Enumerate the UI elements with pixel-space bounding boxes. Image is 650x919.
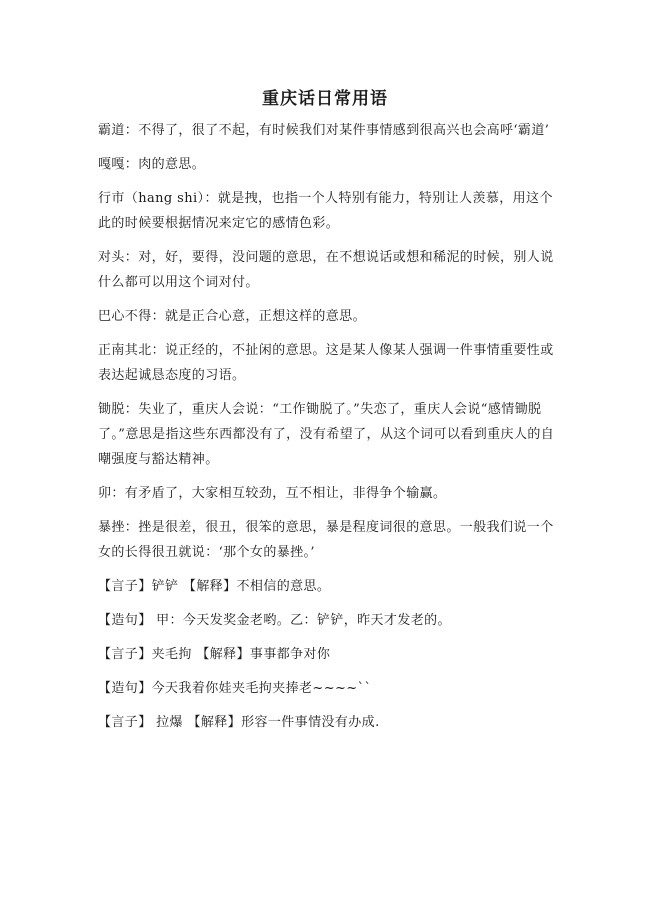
paragraph: 【言子】夹毛拘 【解释】事事都争对你 [98, 647, 331, 662]
paragraph: 【造句】 甲：今天发奖金老哟。乙：铲铲，昨天才发老的。 [98, 613, 451, 628]
paragraph: 【言子】 拉爆 【解释】形容一件事情没有办成. [98, 715, 380, 730]
paragraph: 对头：对，好，要得，没问题的意思，在不想说话或想和稀泥的时候，别人说什么都可以用这个词对付。 [98, 250, 554, 290]
paragraph: 霸道：不得了，很了不起，有时候我们对某件事情感到很高兴也会高呼‘霸道’ [98, 123, 550, 138]
paragraph: 锄脱：失业了，重庆人会说：“工作锄脱了。”失恋了，重庆人会说“感情锄脱了。”意思是指这些东西都没有了，没有希望了，从这个词可以看到重庆人的自嘲强度与豁达精神。 [98, 402, 555, 467]
paragraph: 暴挫：挫是很差，很丑，很笨的意思，暴是程度词很的意思。一般我们说一个女的长得很丑就说：‘那个女的暴挫。’ [98, 520, 554, 560]
paragraph: 嘎嘎：肉的意思。 [98, 157, 206, 172]
paragraph: 行市（hang shi）：就是拽，也指一个人特别有能力，特别让人羡慕，用这个此的时候要根据情况来定它的感情色彩。 [98, 191, 553, 231]
paragraph: 【造句】今天我着你娃夹毛拘夹捧老~~~~`` [98, 681, 372, 696]
paragraph: 巴心不得：就是正合心意，正想这样的意思。 [98, 309, 367, 324]
paragraph: 【言子】铲铲 【解释】不相信的意思。 [98, 579, 331, 594]
document-body [98, 118, 558, 744]
paragraph: 正南其北：说正经的，不扯闲的意思。这是某人像某人强调一件事情重要性或表达起诚恳态度的习语。 [98, 343, 554, 383]
paragraph: 卯：有矛盾了，大家相互较劲，互不相让，非得争个输赢。 [98, 486, 447, 501]
document-title: 重庆话日常用语 [262, 89, 388, 109]
